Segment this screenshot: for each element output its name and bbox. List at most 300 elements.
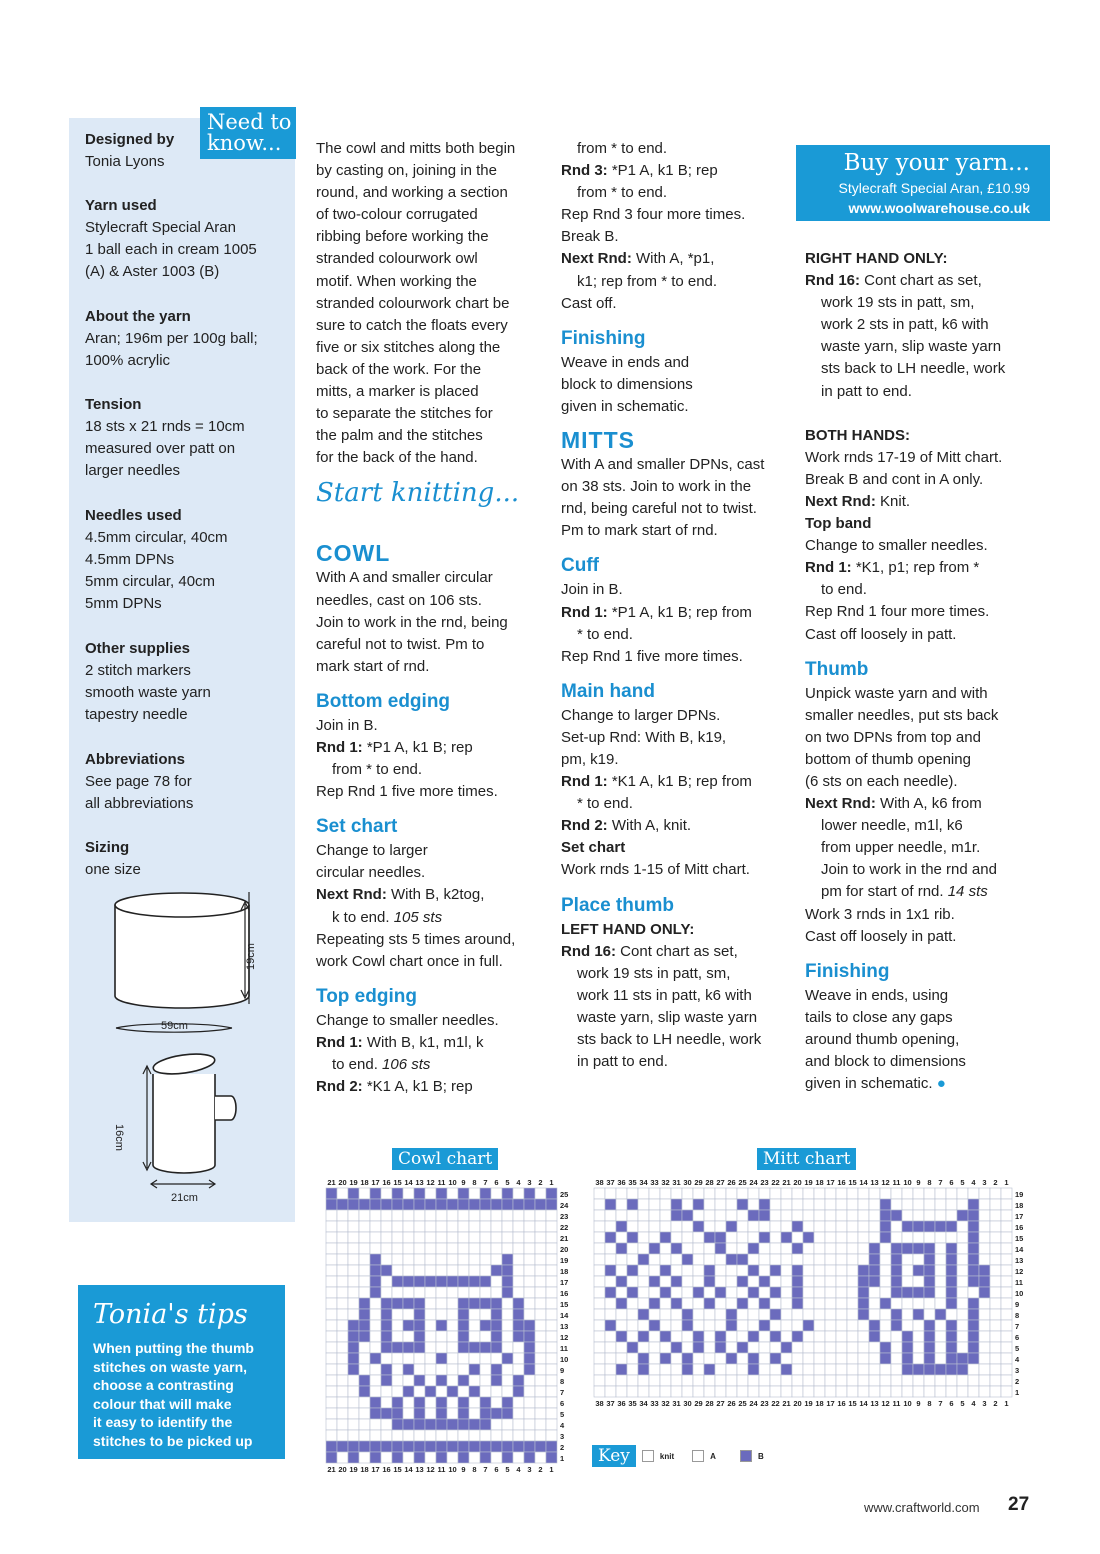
chart-row-number: 2 [1015,1377,1020,1386]
chart-cell-a [979,1232,990,1243]
chart-cell-a [535,1419,546,1430]
chart-cell-b [370,1265,381,1276]
chart-column-number: 23 [760,1399,769,1408]
chart-cell-a [935,1232,946,1243]
chart-row-number: 22 [560,1223,569,1232]
chart-cell-b [447,1419,458,1430]
chart-cell-b [682,1320,693,1331]
chart-cell-b [770,1287,781,1298]
chart-cell-b [792,1221,803,1232]
chart-column-number: 38 [595,1178,604,1187]
chart-cell-a [825,1276,836,1287]
chart-cell-a [660,1386,671,1397]
chart-column-number: 8 [472,1178,477,1187]
chart-cell-a [337,1320,348,1331]
chart-cell-a [803,1353,814,1364]
chart-cell-b [924,1254,935,1265]
chart-cell-a [594,1298,605,1309]
chart-cell-a [425,1320,436,1331]
chart-cell-a [990,1364,1001,1375]
chart-cell-b [414,1375,425,1386]
chart-cell-b [425,1419,436,1430]
chart-cell-a [370,1320,381,1331]
chart-cell-a [605,1364,616,1375]
chart-cell-a [627,1221,638,1232]
chart-cell-a [469,1353,480,1364]
chart-cell-b [491,1375,502,1386]
needles-block [85,505,290,615]
chart-cell-b [704,1276,715,1287]
chart-cell-a [693,1309,704,1320]
chart-cell-a [957,1331,968,1342]
chart-cell-a [337,1419,348,1430]
chart-cell-a [458,1430,469,1441]
chart-cell-b [880,1221,891,1232]
chart-cell-a [759,1342,770,1353]
chart-cell-a [392,1386,403,1397]
chart-cell-a [803,1199,814,1210]
chart-cell-a [979,1364,990,1375]
start-knitting-title: Start knitting... [316,478,520,508]
chart-cell-a [502,1210,513,1221]
chart-cell-a [869,1199,880,1210]
chart-cell-b [348,1364,359,1375]
chart-cell-b [392,1188,403,1199]
chart-cell-b [403,1342,414,1353]
chart-column-number: 5 [960,1178,965,1187]
chart-cell-a [649,1342,660,1353]
buy-yarn-link[interactable]: www.woolwarehouse.co.uk [848,200,1030,216]
chart-cell-a [737,1243,748,1254]
chart-cell-b [392,1408,403,1419]
chart-cell-a [814,1331,825,1342]
chart-cell-a [913,1331,924,1342]
need-to-know-badge [200,107,296,159]
chart-cell-a [513,1419,524,1430]
chart-column-number: 6 [949,1178,954,1187]
abbreviations-line: all abbreviations [85,795,194,812]
abbreviations-heading: Abbreviations [85,751,186,768]
chart-cell-a [902,1375,913,1386]
chart-cell-a [836,1331,847,1342]
chart-cell-b [480,1452,491,1463]
chart-cell-b [902,1243,913,1254]
chart-cell-b [370,1452,381,1463]
chart-cell-b [957,1210,968,1221]
chart-cell-a [392,1254,403,1265]
chart-cell-b [414,1331,425,1342]
key-label: Key [592,1445,636,1467]
chart-cell-a [381,1232,392,1243]
chart-cell-a [513,1188,524,1199]
chart-cell-a [979,1188,990,1199]
chart-cell-a [616,1199,627,1210]
instruction-line: Next Rnd: Knit. [805,492,911,510]
chart-cell-a [381,1254,392,1265]
chart-cell-a [748,1298,759,1309]
instruction-line: Rnd 2: With A, knit. [561,817,692,835]
chart-cell-a [616,1342,627,1353]
chart-cell-a [847,1331,858,1342]
chart-cell-b [403,1199,414,1210]
chart-cell-a [693,1188,704,1199]
chart-cell-a [847,1243,858,1254]
chart-cell-b [671,1243,682,1254]
chart-cell-a [469,1309,480,1320]
chart-cell-b [638,1309,649,1320]
key-swatch-b [740,1450,752,1462]
chart-cell-b [381,1342,392,1353]
chart-cell-a [847,1254,858,1265]
chart-cell-a [627,1309,638,1320]
chart-cell-b [737,1342,748,1353]
chart-cell-a [616,1320,627,1331]
chart-cell-a [803,1331,814,1342]
chart-cell-a [660,1342,671,1353]
chart-cell-a [491,1386,502,1397]
chart-cell-b [458,1375,469,1386]
chart-cell-a [458,1232,469,1243]
chart-cell-a [814,1199,825,1210]
chart-cell-a [447,1221,458,1232]
chart-cell-a [546,1276,557,1287]
chart-cell-a [348,1287,359,1298]
chart-cell-b [682,1254,693,1265]
chart-column-number: 19 [349,1465,358,1474]
instruction-line: Pm to mark start of rnd. [561,522,718,540]
chart-column-number: 1 [549,1465,554,1474]
chart-cell-b [458,1441,469,1452]
chart-cell-a [726,1331,737,1342]
chart-cell-b [968,1232,979,1243]
chart-cell-a [726,1188,737,1199]
chart-cell-a [605,1210,616,1221]
chart-column-number: 26 [727,1178,736,1187]
chart-cell-a [935,1298,946,1309]
chart-cell-a [594,1331,605,1342]
chart-cell-b [715,1342,726,1353]
chart-cell-a [660,1364,671,1375]
chart-row-number: 11 [1015,1278,1023,1287]
chart-cell-a [627,1298,638,1309]
chart-cell-a [469,1243,480,1254]
chart-row-number: 16 [1015,1223,1024,1232]
tips-box [78,1285,285,1459]
chart-cell-b [436,1419,447,1430]
chart-column-number: 13 [415,1178,424,1187]
chart-cell-a [469,1452,480,1463]
chart-cell-a [447,1342,458,1353]
instruction-line: given in schematic. ● [805,1075,946,1093]
chart-cell-a [1001,1342,1012,1353]
chart-cell-a [447,1364,458,1375]
chart-cell-a [781,1254,792,1265]
chart-cell-b [403,1441,414,1452]
chart-cell-b [891,1243,902,1254]
chart-cell-b [946,1287,957,1298]
chart-cell-b [726,1353,737,1364]
chart-cell-a [770,1276,781,1287]
page-number: 27 [1008,1494,1030,1515]
chart-cell-b [436,1441,447,1452]
chart-cell-a [902,1254,913,1265]
chart-cell-a [469,1430,480,1441]
chart-column-number: 13 [870,1178,879,1187]
chart-cell-a [803,1386,814,1397]
chart-cell-a [957,1342,968,1353]
chart-cell-a [337,1397,348,1408]
instruction-line: sts back to LH needle, work [577,1031,762,1048]
chart-cell-b [638,1254,649,1265]
chart-cell-a [605,1221,616,1232]
intro-line: stranded colourwork chart be [316,294,510,312]
chart-cell-a [715,1221,726,1232]
chart-cell-a [847,1298,858,1309]
chart-cell-b [524,1320,535,1331]
chart-cell-a [403,1375,414,1386]
chart-cell-b [605,1265,616,1276]
chart-cell-a [825,1287,836,1298]
chart-cell-a [447,1287,458,1298]
instruction-line: Rnd 1: *P1 A, k1 B; rep [316,738,473,756]
chart-cell-a [638,1320,649,1331]
chart-cell-a [836,1265,847,1276]
chart-cell-a [792,1353,803,1364]
instruction-line: tails to close any gaps [805,1008,953,1026]
needle-line: 5mm DPNs [85,595,162,612]
chart-cell-a [704,1375,715,1386]
chart-cell-a [436,1331,447,1342]
chart-column-number: 21 [327,1465,336,1474]
cowl-line: Join to work in the rnd, being [316,613,508,631]
chart-column-number: 34 [639,1178,648,1187]
chart-cell-a [814,1243,825,1254]
instruction-line: Cast off. [561,294,617,312]
chart-cell-a [704,1221,715,1232]
chart-cell-b [792,1287,803,1298]
chart-cell-a [726,1298,737,1309]
instruction-line: Rep Rnd 1 five more times. [561,647,743,665]
chart-column-number: 34 [639,1399,648,1408]
chart-cell-a [546,1375,557,1386]
chart-cell-a [436,1430,447,1441]
instruction-line: Rep Rnd 1 five more times. [316,783,498,801]
chart-cell-a [781,1276,792,1287]
chart-row-number: 17 [1015,1212,1024,1221]
chart-cell-a [902,1188,913,1199]
chart-cell-a [638,1188,649,1199]
mitt-schematic [152,1051,236,1173]
chart-cell-b [392,1342,403,1353]
chart-cell-a [935,1386,946,1397]
chart-cell-a [535,1243,546,1254]
badge-line: Need to [207,110,292,134]
chart-cell-a [480,1331,491,1342]
chart-cell-a [693,1243,704,1254]
chart-cell-a [535,1210,546,1221]
chart-cell-a [902,1199,913,1210]
chart-cell-a [682,1188,693,1199]
chart-cell-b [913,1309,924,1320]
chart-cell-a [858,1243,869,1254]
chart-cell-a [469,1265,480,1276]
chart-cell-a [594,1309,605,1320]
chart-cell-b [880,1342,891,1353]
chart-cell-a [935,1375,946,1386]
chart-cell-b [803,1232,814,1243]
chart-cell-b [781,1342,792,1353]
chart-cell-a [513,1276,524,1287]
chart-cell-a [458,1353,469,1364]
chart-cell-a [403,1353,414,1364]
chart-cell-a [836,1199,847,1210]
chart-cell-a [891,1232,902,1243]
chart-column-number: 21 [782,1399,791,1408]
chart-cell-b [891,1309,902,1320]
chart-cell-b [414,1419,425,1430]
chart-cell-a [447,1320,458,1331]
footer-url[interactable]: www.craftworld.com [864,1500,980,1515]
chart-cell-a [605,1254,616,1265]
chart-cell-a [814,1254,825,1265]
instruction-line: around thumb opening, [805,1030,960,1048]
chart-cell-b [946,1331,957,1342]
chart-key [592,1445,764,1467]
chart-cell-a [605,1353,616,1364]
chart-cell-a [825,1199,836,1210]
chart-cell-a [825,1309,836,1320]
chart-cell-a [869,1309,880,1320]
instruction-line: Work rnds 17-19 of Mitt chart. [805,448,1003,466]
chart-cell-b [715,1243,726,1254]
chart-cell-b [348,1342,359,1353]
chart-cell-b [759,1298,770,1309]
chart-cell-b [968,1298,979,1309]
chart-cell-a [326,1320,337,1331]
chart-cell-b [370,1353,381,1364]
chart-cell-a [693,1320,704,1331]
chart-column-number: 30 [683,1178,692,1187]
chart-cell-a [1001,1287,1012,1298]
chart-row-number: 20 [560,1245,569,1254]
chart-cell-a [337,1221,348,1232]
chart-cell-a [693,1265,704,1276]
about-yarn-line: Aran; 196m per 100g ball; [85,330,258,347]
chart-cell-a [979,1309,990,1320]
chart-cell-a [836,1375,847,1386]
chart-cell-a [814,1320,825,1331]
chart-cell-b [792,1298,803,1309]
chart-column-number: 11 [437,1178,446,1187]
chart-cell-a [524,1309,535,1320]
chart-cell-a [913,1320,924,1331]
chart-cell-b [781,1364,792,1375]
chart-cell-a [513,1287,524,1298]
chart-cell-a [425,1408,436,1419]
instruction-line: circular needles. [316,864,426,882]
chart-cell-a [1001,1265,1012,1276]
chart-cell-a [403,1221,414,1232]
chart-cell-a [480,1210,491,1221]
chart-cell-a [803,1243,814,1254]
cowl-line: careful not to twist. Pm to [316,635,485,653]
chart-cell-b [693,1331,704,1342]
chart-cell-a [935,1210,946,1221]
cowl-line: needles, cast on 106 sts. [316,591,482,609]
chart-cell-a [847,1320,858,1331]
about-yarn-block [85,306,290,372]
chart-cell-a [814,1342,825,1353]
chart-cell-a [403,1408,414,1419]
chart-cell-a [979,1320,990,1331]
chart-cell-a [847,1309,858,1320]
chart-cell-a [436,1210,447,1221]
chart-cell-a [502,1419,513,1430]
chart-cell-a [737,1232,748,1243]
chart-cell-b [968,1221,979,1232]
chart-cell-a [392,1309,403,1320]
chart-cell-a [414,1364,425,1375]
chart-cell-b [403,1386,414,1397]
chart-cell-a [671,1287,682,1298]
chart-cell-a [1001,1298,1012,1309]
chart-cell-a [924,1210,935,1221]
chart-cell-a [425,1265,436,1276]
chart-cell-b [469,1419,480,1430]
chart-row-number: 25 [560,1190,569,1199]
chart-cell-b [880,1353,891,1364]
chart-cell-b [436,1320,447,1331]
chart-cell-b [535,1199,546,1210]
chart-cell-b [616,1331,627,1342]
chart-cell-b [348,1353,359,1364]
chart-cell-a [935,1331,946,1342]
chart-cell-a [682,1375,693,1386]
chart-cell-b [458,1320,469,1331]
chart-cell-a [836,1342,847,1353]
chart-cell-a [649,1232,660,1243]
instruction-line: on two DPNs from top and [805,728,981,746]
chart-cell-a [649,1287,660,1298]
chart-cell-b [414,1441,425,1452]
chart-cell-a [957,1199,968,1210]
chart-cell-a [638,1298,649,1309]
chart-cell-b [869,1254,880,1265]
chart-cell-a [326,1254,337,1265]
chart-cell-a [524,1419,535,1430]
chart-cell-a [403,1210,414,1221]
chart-cell-a [792,1364,803,1375]
chart-cell-a [381,1287,392,1298]
chart-cell-a [616,1375,627,1386]
chart-cell-a [935,1243,946,1254]
chart-cell-b [616,1221,627,1232]
chart-cell-a [781,1265,792,1276]
chart-cell-a [627,1276,638,1287]
chart-cell-a [392,1287,403,1298]
chart-cell-b [869,1331,880,1342]
chart-cell-b [902,1331,913,1342]
chart-cell-a [748,1199,759,1210]
chart-cell-b [381,1320,392,1331]
chart-cell-b [880,1232,891,1243]
chart-cell-b [748,1364,759,1375]
chart-cell-b [605,1287,616,1298]
intro-line: for the back of the hand. [316,449,478,467]
chart-cell-a [1001,1210,1012,1221]
chart-cell-a [447,1265,458,1276]
chart-cell-a [616,1210,627,1221]
